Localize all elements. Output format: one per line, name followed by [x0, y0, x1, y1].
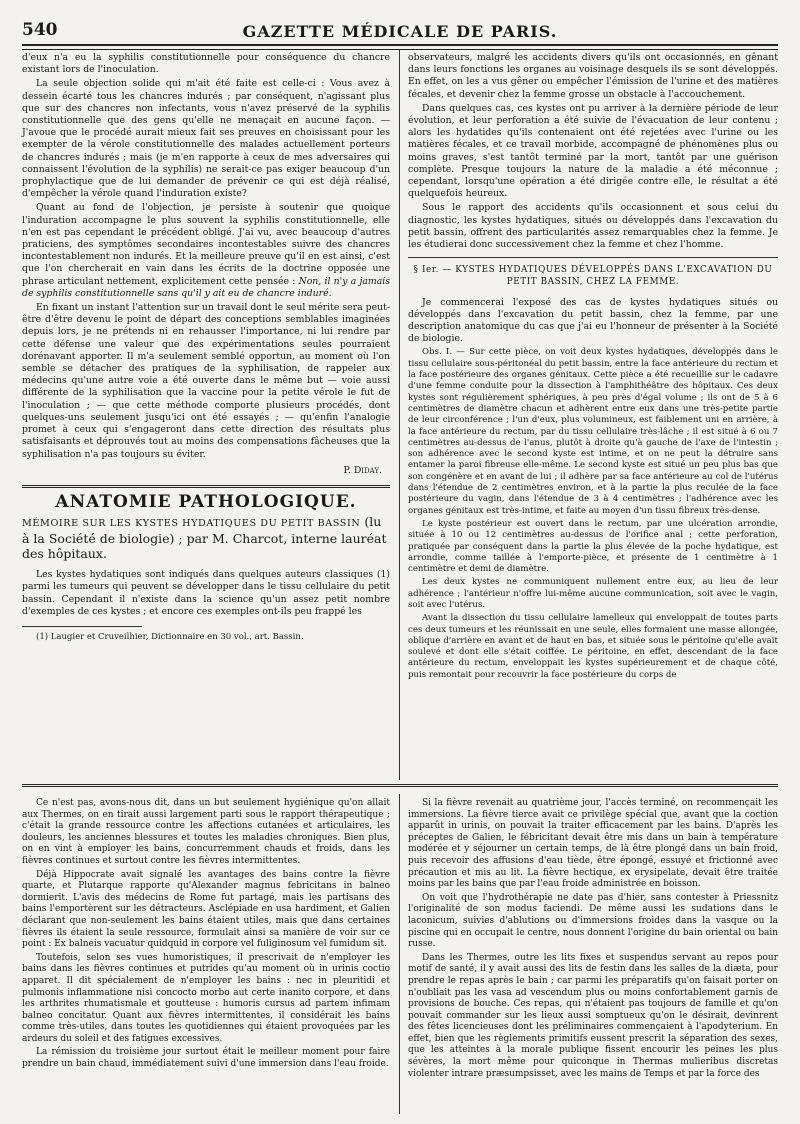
paragraph — [22, 202, 390, 300]
left-column-bottom — [22, 798, 390, 1073]
paragraph: La seule objection solide qui m'ait été faite est celle-ci : Vous avez à dessein écarté tous les chancres indurés ; par conséquent, n'agissant plus que sur des chancres non infectants, vous n'avez préservé de la syphilis constitutionnelle que des gens qu'elle ne menaçait en aucune façon. — J'avoue que le procédé aurait mieux fait ses preuves en choisissant pour les exempter de la vérole constitutionnelle des malades actuellement porteurs de chancres indurés ; mais (je m'en rapporte à ceux de mes adversaires qui connaissent l'évolution de la syphilis) ne serait-ce pas exiger beaucoup d'un prophylactique que de lui demander de prévenir ce qui est déjà réalisé, d'empêcher la vérole quand l'induration existe? — [22, 78, 390, 200]
paragraph: On voit que l'hydrothérapie ne date pas d'hier, sans contester à Priessnitz l'originalité de son modus faciendi. De même aussi les sudations dans le laconicum, suivies d'ablutions ou d'immersions froides dans la vasque ou la piscine qui en occupait le centre, nous donnent l'origine du bain oriental ou bain russe. — [408, 892, 778, 950]
right-column-top — [408, 52, 778, 683]
emphasis-text: Non, il n'y a jamais de syphilis constitutionnelle sans qu'il y ait eu de chancre induré. — [22, 275, 391, 299]
paragraph: Toutefois, selon ses vues humoristiques, il prescrivait de n'employer les bains dans les fièvres continues et putrides qu'au moment où in urinis coctio apparet. Il dit spécialement de n'employer les bains : nec in pleuritidi et pulmonis inflammatione nisi concocto morbo aut certe inanito corpore, et dans les arthrites rhumatismale et goutteuse : humoris cursus ad partem infimam balneo concitatur. Quant aux fièvres intermittentes, il considérait les bains comme très-utiles, dans toutes les quotidiennes qui étaient provoquées par les ardeurs du soleil et des fatigues excessives. — [22, 952, 390, 1044]
memoir-title — [22, 514, 390, 561]
page-number: 540 — [22, 20, 58, 40]
paragraph-text: Quant au fond de l'objection, je persiste à soutenir que quoique l'induration accompagne le plus souvent la syphilis constitutionnelle, elle n'en est pas cependant le précédent obligé. J'ai vu, avec beaucoup d'autres praticiens, des symptômes secondaires incontestables suivre des chancres incontestablement non indurés. Et la meilleure preuve qu'il en est ainsi, c'est que l'on chercherait en vain dans les écrits de la doctrine opposée une phrase articulant nettement, explicitement cette pensée : — [22, 202, 390, 287]
paragraph: Les kystes hydatiques sont indiqués dans quelques auteurs classiques (1) parmi les tumeurs qui peuvent se développer dans le tissu cellulaire du petit bassin. Cependant il n'existe dans la science qu'un assez petit nombre d'exemples de ces kystes ; et encore ces exemples ont-ils peu frappé les — [22, 569, 390, 617]
section-title: ANATOMIE PATHOLOGIQUE. — [55, 491, 357, 512]
paragraph: Dans les Thermes, outre les lits fixes et suspendus servant au repos pour motif de santé, il y avait aussi des lits de festin dans les salles de la diæta, pour prendre le repas après le bain ; car parmi les préparatifs qu'on faisait porter on n'oubliait pas les vasa ad vescendum plus ou moins confortablement garnis de provisions de bouche. Ces repas, qui n'étaient pas toujours de famille et qu'on pouvait commander sur les lieux aussi somptueux qu'on le désirait, devinrent des fêtes licencieuses dont les préliminaires commençaient à l'apodyterium. En effet, bien que les règlements primitifs eussent prescrit la séparation des sexes, que les atteintes à la morale publique fissent encourir les peines les plus sévères, la mort même pour quiconque in Thermas mulieribus discretas violenter intrare præsumpsisset, avec les mains de Temps et par la force des — [408, 952, 778, 1079]
right-column-bottom — [408, 798, 778, 1082]
journal-title: GAZETTE MÉDICALE DE PARIS. — [242, 22, 558, 41]
footnote-rule — [22, 626, 142, 627]
paragraph: Si la fièvre revenait au quatrième jour, l'accès terminé, on recommençait les immersions. La fièvre tierce avait ce privilège spécial que, avant que la coction apparût in urinis, on pouvait la traiter efficacement par les bains. D'après les préceptes de Galien, le fébricitant devait être mis dans un bain à température modérée et y séjourner un certain temps, de là être plongé dans un bain froid, puis recevoir des affusions d'eau tiède, être épongé, essuyé et frictionné avec précaution et mis au lit. La fièvre hectique, ex erysipelate, devait être traitée moins par les bains que par l'eau froide administrée en boisson. — [408, 798, 778, 890]
observation-paragraph: Le kyste postérieur est ouvert dans le rectum, par une ulcération arrondie, située à 10 ou 12 centimètres au-dessus de l'orifice anal ; cette perforation, pratiquée par conséquent dans la partie la plus élevée de la poche hydatique, est arrondie, comme taillée à l'emporte-pièce, et présente de 1 centimètre à 1 centimètre et demi de diamètre. — [408, 518, 778, 575]
paragraph: Je commencerai l'exposé des cas de kystes hydatiques situés ou développés dans l'excavation du petit bassin, chez la femme, par une description anatomique du cas que j'ai eu l'honneur de présenter à la Société de biologie. — [408, 296, 778, 345]
paragraph: observateurs, malgré les accidents divers qu'ils ont occasionnés, en gênant dans leurs fonctions les organes au voisinage desquels ils se sont développés. En effet, on les a vus gêner ou empêcher l'émission de l'urine et des matières fécales, et devenir chez la femme grosse un obstacle à l'accouchement. — [408, 52, 778, 100]
footnote: (1) Laugier et Cruveilhier, Dictionnaire en 30 vol., art. Bassin. — [36, 631, 304, 642]
header-rule — [22, 44, 778, 50]
paragraph: Dans quelques cas, ces kystes ont pu arriver à la dernière période de leur évolution, et leur perforation a été suivie de l'évacuation de leur contenu ; alors les hydatides qu'ils contenaient ont été rejetées avec l'urine ou les matières fécales, et ce travail morbide, accompagné de phénomènes plus ou moins graves, s'est tantôt terminé par la mort, tantôt par une guérison complète. Presque toujours la nature de la maladie a été méconnue ; cependant, lorsqu'une opération a été dirigée contre elle, le résultat a été quelquefois heureux. — [408, 102, 778, 200]
paragraph: En fixant un instant l'attention sur un travail dont le seul mérite sera peut-être d'être devenu le point de départ des conceptions semblables imaginées depuis lors, je ne prétends ni en rehausser l'importance, ni lui rendre par cette défense une valeur que des expérimentations seules pourraient dorénavant apporter. Il m'a seulement semblé opportun, au moment où l'on semble se détacher des pratiques de la syphilisation, de rappeler aux médecins qu'une autre voie a été ouverte dans le même but — voie aussi différente de la syphilisation que la vaccine pour la petite vérole le fut de l'inoculation ; — que cette méthode comporte plusieurs procédés, dont quelques-uns seulement jusqu'ici ont été essayés ; — qu'enfin l'analogie promet à ceux qui s'engageront dans cette direction des résultats plus satisfaisants et déprouvés tout au moins des compensations fâcheuses que la syphilisation n'a pas toujours su éviter. — [22, 302, 390, 460]
page-header — [22, 20, 778, 42]
observation-paragraph: Avant la dissection du tissu cellulaire lamelleux qui enveloppait de toutes parts ces deux tumeurs et les réunissait en une seule, elles formaient une masse allongée, oblique d'arrière en avant et de haut en bas, et située sous le péritoine qu'elle avait soulevé et dont elle s'était coiffée. Le péritoine, en effet, descendant de la face antérieure du rectum, enveloppait les kystes supérieurement et de chaque côté, puis remontait pour recouvrir la face postérieure du corps de — [408, 613, 778, 680]
left-column-top — [22, 52, 390, 645]
column-divider-top — [399, 50, 400, 780]
section-rule — [22, 485, 390, 488]
memoir-title-rest: (lu à la Société de biologie) ; par M. Charcot, interne lauréat des hôpitaux. — [22, 514, 387, 562]
memoir-title-caps: MÉMOIRE SUR LES KYSTES HYDATIQUES DU PETIT BASSIN — [22, 518, 361, 530]
author-signature: P. Diday. — [343, 464, 382, 476]
paragraph: La rémission du troisième jour surtout était le meilleur moment pour faire prendre un bain chaud, immédiatement suivi d'une immersion dans l'eau froide. — [22, 1047, 390, 1070]
observation-paragraph: Obs. I. — Sur cette pièce, on voit deux kystes hydatiques, développés dans le tissu cellulaire sous-péritonéal du petit bassin, entre la face antérieure du rectum et la face postérieure des organes génitaux. Cette pièce a été recueillie sur le cadavre d'une femme conduite pour la dissection à l'amphithéâtre des hôpitaux. Ces deux kystes sont régulièrement sphériques, à peu près d'égal volume ; ils ont de 5 à 6 centimètres de diamètre chacun et adhèrent entre eux dans une très-petite partie de leur circonférence ; l'un d'eux, plus volumineux, est faiblement uni en arrière, à la face antérieure du rectum, par du tissu cellulaire très-lâche ; il est situé à 6 ou 7 centimètres au-dessus de l'anus, plutôt à droite qu'à gauche de l'axe de l'intestin ; son adhérence avec le second kyste est intime, et on ne peut la détruire sans entamer la paroi fibreuse elle-même. Le second kyste est situé un peu plus bas que son congénère et en avant de lui ; il adhère par sa face antérieure au col de l'utérus dans l'étendue de 2 centimètres environ, et à la partie la plus reculée de la face postérieure du vagin, dans l'étendue de 3 à 4 centimètres ; l'adhérence avec les organes génitaux est très-intime, et faite au moyen d'un tissu fibreux très-dense. — [408, 347, 778, 516]
paragraph: Sous le rapport des accidents qu'ils occasionnent et sous celui du diagnostic, les kystes hydatiques, situés ou développés dans l'excavation du petit bassin, offrent des particularités assez remarquables chez la femme. Je les étudierai donc successivement chez la femme et chez l'homme. — [408, 202, 778, 251]
paragraph: Ce n'est pas, avons-nous dit, dans un but seulement hygiénique qu'on allait aux Thermes, on en tirait aussi largement parti sous le rapport thérapeutique ; c'était la grande ressource contre les affections cutanées et articulaires, les douleurs, les anciennes blessures et toutes les maladies chroniques. Bien plus, on en vint à employer les bains, concurremment chauds et froids, dans les fièvres continues et surtout contre les fièvres intermittentes. — [22, 798, 390, 866]
paragraph: d'eux n'a eu la syphilis constitutionnelle pour conséquence du chancre existant lors de l'inoculation. — [22, 52, 390, 76]
paragraph: Déjà Hippocrate avait signalé les avantages des bains contre la fièvre quarte, et Plutarque rapporte qu'Alexander magnus febricitans in balneo dormierit. L'avis des médecins de Rome fut partagé, mais les partisans des bains l'emportèrent sur les détracteurs. Asclépiade en usa hardiment, et Galien déclarant que non-seulement les bains étaient utiles, mais que dans certaines fièvres ils étaient la seule ressource, formulait ainsi sa manière de voir sur ce point : Ex balneis vacuatur quidquid in corpore vel fuliginosum vel fumidum sit. — [22, 869, 390, 950]
subsection-title: § Ier. — KYSTES HYDATIQUES DÉVELOPPÉS DANS L'EXCAVATION DU PETIT BASSIN, CHEZ LA FEMME. — [408, 257, 778, 288]
feuilleton-rule — [22, 784, 778, 787]
observation-paragraph: Les deux kystes ne communiquent nullement entre eux, au lieu de leur adhérence ; l'antérieur n'offre lui-même aucune communication, soit avec le vagin, soit avec l'utérus. — [408, 577, 778, 610]
column-divider-bottom — [399, 794, 400, 1114]
